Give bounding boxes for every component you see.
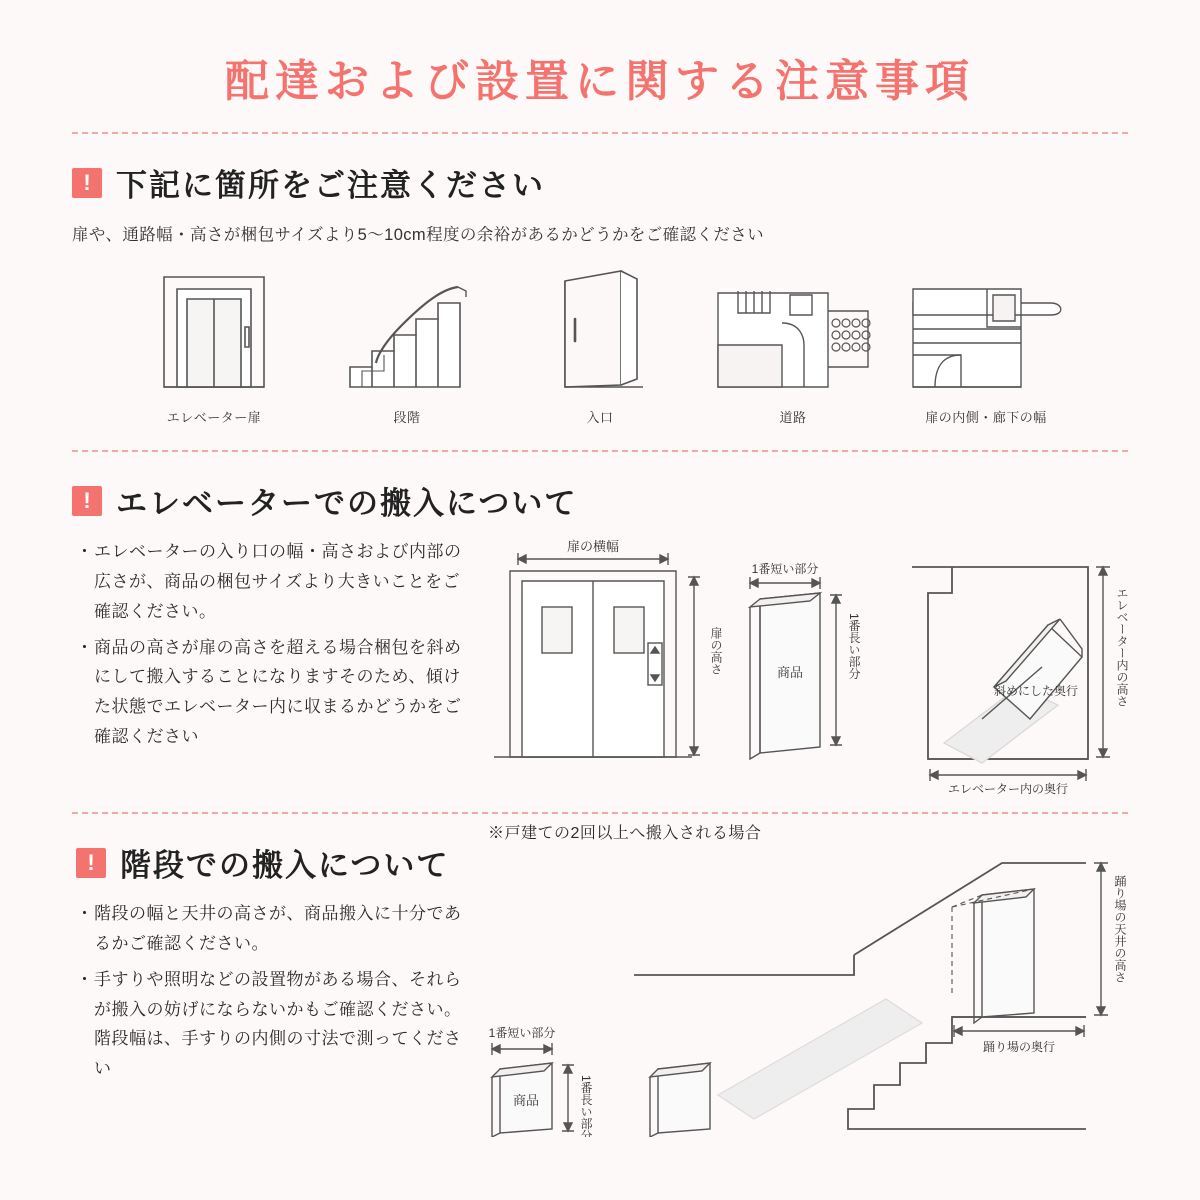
section-3-body <box>72 814 1128 1142</box>
section-3-diagram <box>482 814 1142 1142</box>
bullet-dot: ・ <box>76 904 94 924</box>
label-shortest-side: 1番短い部分 <box>751 562 819 577</box>
icon-cell-entrance <box>510 267 690 426</box>
icon-caption: 段階 <box>393 410 421 426</box>
icon-cell-road <box>703 267 883 426</box>
label-product: 商品 <box>512 1093 540 1109</box>
label-shortest-side: 1番短い部分 <box>488 1026 556 1041</box>
section-2-diagram <box>482 537 1142 802</box>
bullet-dot: ・ <box>76 542 94 562</box>
section-1-title: 下記に箇所をご注意ください <box>116 168 545 204</box>
section-3-header <box>76 840 472 885</box>
road-icon <box>703 267 883 397</box>
section-2-text <box>72 537 472 802</box>
elevator-icon <box>124 267 304 397</box>
divider-2 <box>72 450 1128 452</box>
bullet-dot: ・ <box>76 969 94 989</box>
stairs-icon <box>317 267 497 397</box>
stairs-diagram <box>482 847 1142 1137</box>
icon-row <box>72 267 1128 426</box>
label-longest-side: 1番長い部分 <box>847 613 861 681</box>
icon-cell-elevator <box>124 267 304 426</box>
page-title: 配達および設置に関する注意事項 <box>225 57 975 106</box>
list-item <box>76 537 472 626</box>
corridor-icon <box>896 267 1076 397</box>
exclamation-icon: ! <box>72 486 102 516</box>
section-3-title: 階段での搬入について <box>120 848 450 884</box>
section-elevator-loading <box>0 478 1200 802</box>
section-3-bullet-list <box>76 899 472 1084</box>
icon-caption: 道路 <box>779 410 807 426</box>
label-landing-ceiling-height: 踊り場の天井の高さ <box>1113 875 1127 984</box>
entrance-door-icon <box>510 267 690 397</box>
label-longest-side: 1番長い部分 <box>579 1075 593 1138</box>
elevator-diagram <box>482 537 1142 797</box>
section-2-header <box>72 478 1128 523</box>
section-1-subtitle: 扉や、通路幅・高さが梱包サイズより5〜10cm程度の余裕があるかどうかをご確認ください <box>72 226 765 245</box>
section-caution-points <box>0 160 1200 426</box>
section-2-body <box>72 537 1128 802</box>
bullet-text: 商品の高さが扉の高さを超える場合梱包を斜めにして搬入することになりますそのため、傾けた状態でエレベーター内に収まるかどうかをご確認ください <box>94 637 462 746</box>
label-elevator-inner-height: エレベーター内の高さ <box>1115 587 1129 708</box>
label-elevator-inner-depth: エレベーター内の奥行 <box>947 782 1069 797</box>
list-item <box>76 633 472 752</box>
exclamation-icon: ! <box>76 848 106 878</box>
label-product: 商品 <box>776 665 804 681</box>
icon-cell-stairs <box>317 267 497 426</box>
section-stairs-loading <box>0 814 1200 1142</box>
divider-1 <box>72 132 1128 134</box>
bullet-dot: ・ <box>76 637 94 657</box>
list-item <box>76 965 472 1084</box>
section-2-title: エレベーターでの搬入について <box>116 486 578 522</box>
icon-caption: エレベーター扉 <box>166 410 262 426</box>
section-2-bullet-list <box>76 537 472 751</box>
section-3-text <box>72 814 472 1142</box>
icon-cell-corridor <box>896 267 1076 426</box>
bullet-text: エレベーターの入り口の幅・高さおよび内部の広さが、商品の梱包サイズより大きいことをご確認ください。 <box>94 542 462 621</box>
icon-caption: 扉の内側・廊下の幅 <box>925 410 1047 426</box>
label-door-height: 扉の高さ <box>709 627 723 676</box>
bullet-text: 階段の幅と天井の高さが、商品搬入に十分であるかご確認ください。 <box>94 904 462 954</box>
list-item <box>76 899 472 959</box>
label-door-width: 扉の横幅 <box>566 539 620 555</box>
section-1-header <box>72 160 1128 205</box>
label-landing-depth: 踊り場の奥行 <box>982 1040 1056 1055</box>
icon-caption: 入口 <box>586 410 614 426</box>
section-3-note: ※戸建ての2回以上へ搬入される場合 <box>488 825 762 843</box>
label-tilted-depth: 斜めにした奥行 <box>994 684 1079 699</box>
exclamation-icon: ! <box>72 168 102 198</box>
bullet-text: 手すりや照明などの設置物がある場合、それらが搬入の妨げにならないかもご確認ください。階段幅は、手すりの内側の寸法で測ってください <box>94 969 462 1079</box>
